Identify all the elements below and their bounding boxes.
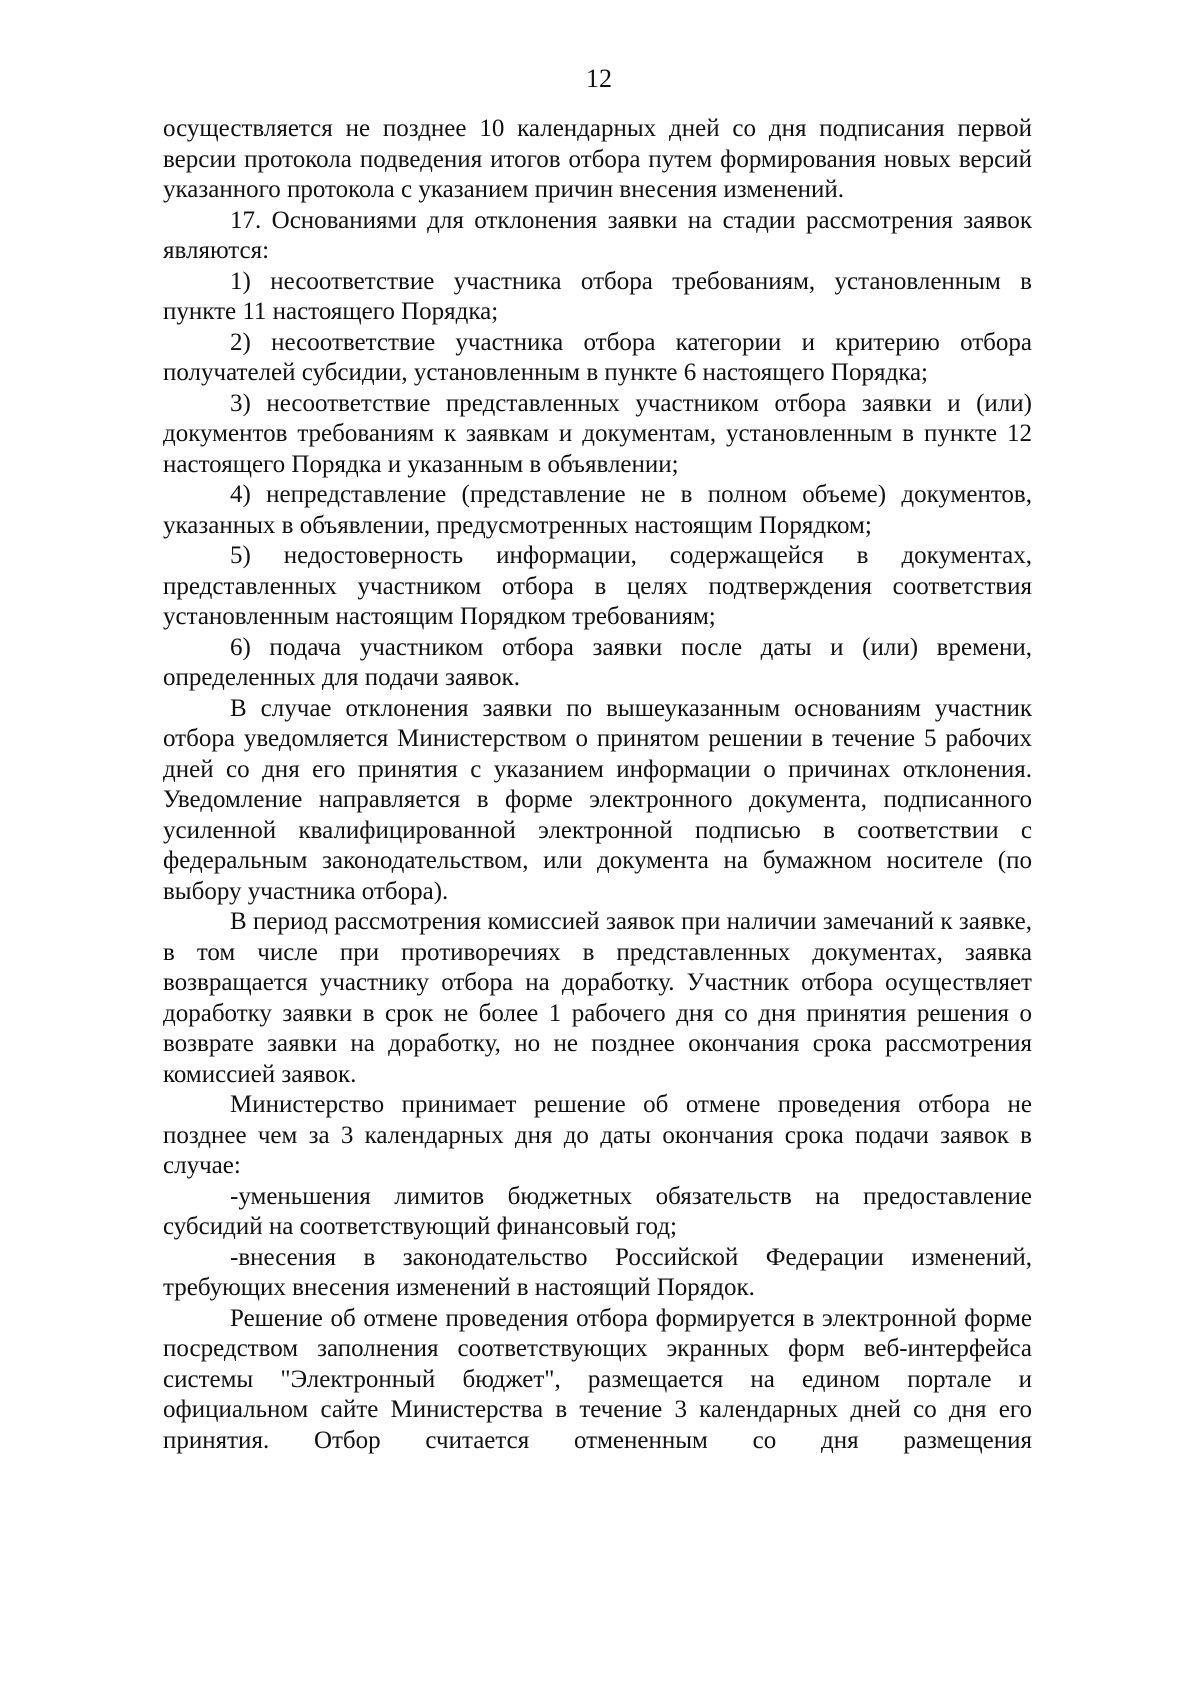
paragraph-revision: В период рассмотрения комиссией заявок при наличии замечаний к заявке, в том числе при противоречиях в представленных документах, заявка возвращается участнику отбора на доработку. Участник отбора осуществляет доработку заявки в срок не более 1 рабочего дня со дня принятия решения о возврате заявки на доработку, но не позднее окончания срока рассмотрения комиссией заявок. (163, 908, 1032, 1088)
paragraph-cancellation-decision: Решение об отмене проведения отбора формируется в электронной форме посредством заполнения соответствующих экранных форм веб-интерфейса системы "Электронный бюджет", размещается на едином портале и официальном сайте Министерства в течение 3 календарных дней со дня его принятия. Отбор считается отмененным со дня размещения (163, 1304, 1032, 1454)
list-item-5: 5) недостоверность информации, содержащейся в документах, представленных участником отбора в целях подтверждения соответствия установленным настоящим Порядком требованиям; (163, 542, 1032, 630)
list-item-2: 2) несоответствие участника отбора категории и критерию отбора получателей субсидии, установленным в пункте 6 настоящего Порядка; (163, 328, 1032, 386)
list-dash-item-2: -внесения в законодательство Российской Федерации изменений, требующих внесения изменений в настоящий Порядок. (163, 1243, 1032, 1301)
list-item-6: 6) подача участником отбора заявки после даты и (или) времени, определенных для подачи заявок. (163, 633, 1032, 691)
list-item-1: 1) несоответствие участника отбора требованиям, установленным в пункте 11 настоящего Порядка; (163, 267, 1032, 325)
list-item-3: 3) несоответствие представленных участником отбора заявки и (или) документов требованиям к заявкам и документам, установленным в пункте 12 настоящего Порядка и указанным в объявлении; (163, 389, 1032, 478)
paragraph-cancellation: Министерство принимает решение об отмене проведения отбора не позднее чем за 3 календарных дня до даты окончания срока подачи заявок в случае: (163, 1091, 1032, 1179)
document-body (163, 114, 1032, 1456)
paragraph-rejection-notice: В случае отклонения заявки по вышеуказанным основаниям участник отбора уведомляется Министерством о принятом решении в течение 5 рабочих дней со дня его принятия с указанием информации о причинах отклонения. Уведомление направляется в форме электронного документа, подписанного усиленной квалифицированной электронной подписью в соответствии с федеральным законодательством, или документа на бумажном носителе (по выбору участника отбора). (163, 694, 1032, 905)
list-dash-item-1: -уменьшения лимитов бюджетных обязательств на предоставление субсидий на соответствующий финансовый год; (163, 1182, 1032, 1240)
paragraph-clause-17: 17. Основаниями для отклонения заявки на стадии рассмотрения заявок являются: (163, 206, 1032, 264)
page-number: 12 (586, 64, 612, 93)
paragraph-continuation: осуществляется не позднее 10 календарных дней со дня подписания первой версии протокола подведения итогов отбора путем формирования новых версий указанного протокола с указанием причин внесения изменений. (163, 115, 1032, 203)
list-item-4: 4) непредставление (представление не в полном объеме) документов, указанных в объявлении, предусмотренных настоящим Порядком; (163, 481, 1032, 539)
